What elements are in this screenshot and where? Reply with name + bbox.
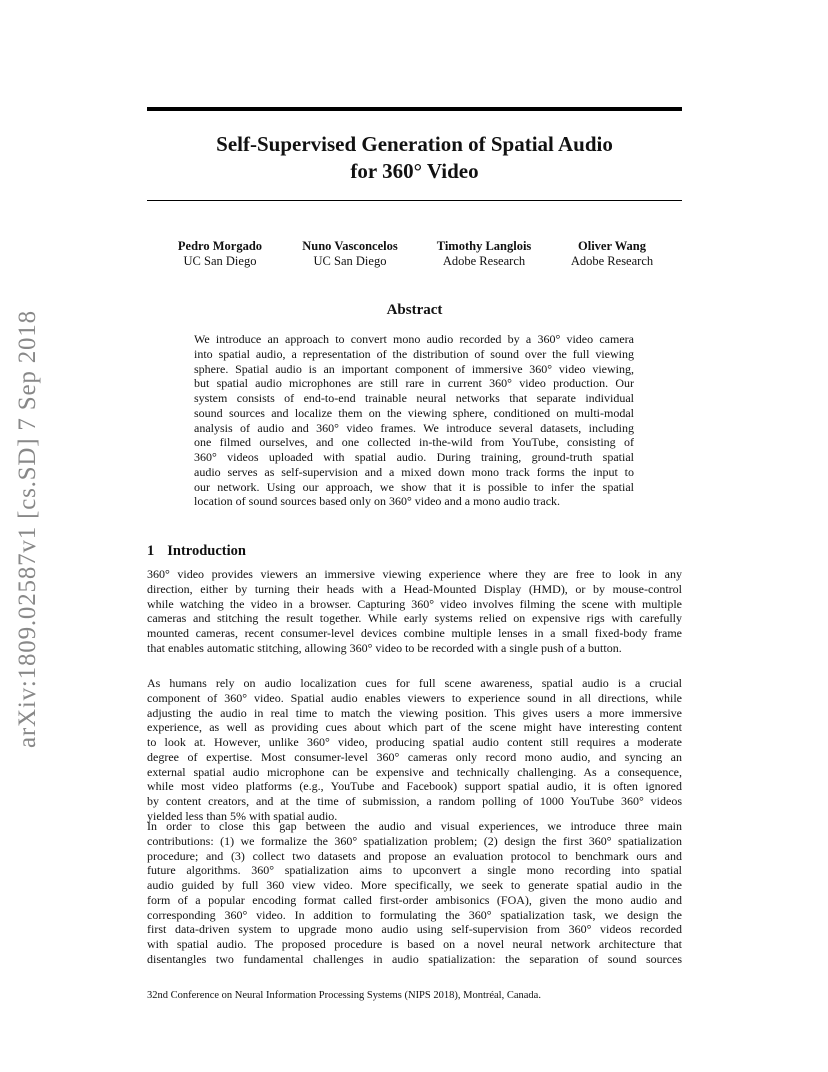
paragraph-line: In order to close this gap between the audio and visual experiences, we introduce three main <box>147 819 682 833</box>
paragraph-line: external spatial audio microphone can be expensive and technically challenging. As a consequence, <box>147 764 682 779</box>
intro-paragraph-3 <box>147 819 682 967</box>
author-affiliation: UC San Diego <box>313 254 387 268</box>
paragraph-line: mounted cameras, recent consumer-level devices combine multiple lenses in a small fixed-body frame <box>147 626 682 640</box>
section-number: 1 <box>147 543 155 559</box>
abstract-line: but spatial audio microphones are still rare in current 360° video production. Our <box>194 376 634 391</box>
author-1 <box>160 239 280 269</box>
author-4 <box>552 239 672 269</box>
paragraph-line: cameras and stitching the result together. While early systems relied on expensive rigs with carefully <box>147 611 682 626</box>
paragraph-line: future algorithms. 360° spatialization aims to upconvert a single mono recording into spatial <box>147 863 682 878</box>
title-top-rule <box>147 107 682 111</box>
paragraph-line: component of 360° video. Spatial audio enables viewers to experience sound in all directions, while <box>147 690 682 705</box>
abstract-line: We introduce an approach to convert mono audio recorded by a 360° video camera <box>194 332 634 346</box>
paragraph-line: procedure; and (3) collect two datasets and propose an evaluation protocol to benchmark ours and <box>147 848 682 863</box>
paragraph-line: experience, as well as providing cues about which part of the scene might have interesting content <box>147 720 682 735</box>
paragraph-line: degree of expertise. Most consumer-level 360° cameras only record mono audio, and syncing an <box>147 749 682 764</box>
section-heading <box>147 543 246 560</box>
abstract-line: sound sources and localize them on the viewing sphere, conditioned on multi-modal <box>194 405 634 420</box>
paragraph-line: adjusting the audio in real time to match the viewing position. This gives users a more immersive <box>147 705 682 720</box>
paragraph-line: first data-driven system to upgrade mono audio using self-supervision from 360° videos recorded <box>147 922 682 937</box>
abstract-line: system consists of end-to-end trainable neural networks that separate individual <box>194 391 634 405</box>
abstract-line: audio serves as self-supervision and a mixed down mono track forms the input to <box>194 464 634 479</box>
paragraph-line: with spatial audio. The proposed procedure is based on a novel neural network architecture that <box>147 937 682 951</box>
abstract-line: our network. Using our approach, we show that it is possible to infer the spatial <box>194 479 634 494</box>
author-affiliation: UC San Diego <box>183 254 257 268</box>
paragraph-line: to look at. However, unlike 360° video, producing spatial audio content still requires a moderate <box>147 735 682 749</box>
author-name: Pedro Morgado <box>177 239 263 253</box>
author-3 <box>424 239 544 269</box>
title-line-1: Self-Supervised Generation of Spatial Audio <box>216 132 613 156</box>
title-bottom-rule <box>147 200 682 201</box>
paragraph-line: contributions: (1) we formalize the 360° spatialization problem; (2) design the first 360° spatialization <box>147 833 682 848</box>
abstract-line: location of sound sources based only on 360° video and a mono audio track. <box>194 494 561 509</box>
abstract-line: sphere. Spatial audio is an important component of immersive 360° video viewing, <box>194 361 634 376</box>
paragraph-line: yielded less than 5% with spatial audio. <box>147 808 338 823</box>
section-title: Introduction <box>167 543 246 559</box>
author-affiliation: Adobe Research <box>442 254 526 268</box>
paragraph-line: 360° video provides viewers an immersive viewing experience where they are free to look in any <box>147 567 682 581</box>
abstract-line: analysis of audio and 360° video frames. We introduce several datasets, including <box>194 420 634 435</box>
author-name: Timothy Langlois <box>436 239 532 253</box>
abstract-line: one filmed ourselves, and one collected in-the-wild from YouTube, consisting of <box>194 435 634 450</box>
author-affiliation: Adobe Research <box>570 254 654 268</box>
author-name: Oliver Wang <box>578 239 646 253</box>
paragraph-line: As humans rely on audio localization cues for full scene awareness, spatial audio is a crucial <box>147 676 682 690</box>
paragraph-line: disentangles two fundamental challenges in audio spatialization: the separation of sound sources <box>147 951 682 966</box>
paragraph-line: while most video platforms (e.g., YouTube and Facebook) support spatial audio, it is often ignored <box>147 779 682 794</box>
paragraph-line: direction, either by turning their heads with a Head-Mounted Display (HMD), or by mouse-control <box>147 581 682 596</box>
paragraph-line: while watching the video in a browser. Capturing 360° video involves filming the scene with multiple <box>147 596 682 611</box>
author-list <box>160 239 670 275</box>
title-line-2: for 360° Video <box>350 159 479 183</box>
paragraph-line: by content creators, and at the time of submission, a random polling of 1000 YouTube 360° videos <box>147 794 682 808</box>
paper-title <box>147 131 682 185</box>
abstract-line: into spatial audio, a representation of the distribution of sound over the full viewing <box>194 346 634 361</box>
abstract-heading: Abstract <box>386 302 443 318</box>
paragraph-line: corresponding 360° video. In addition to formulating the 360° spatialization task, we design the <box>147 907 682 922</box>
paragraph-line: that enables automatic stitching, allowing 360° video to be recorded with a single push of a button. <box>147 640 622 655</box>
abstract-line: 360° videos uploaded with spatial audio. During training, ground-truth spatial <box>194 450 634 464</box>
author-name: Nuno Vasconcelos <box>302 239 398 253</box>
intro-paragraph-1 <box>147 567 682 656</box>
paragraph-line: form of a popular encoding format called first-order ambisonics (FOA), given the mono audio and <box>147 892 682 907</box>
abstract-body <box>194 332 634 509</box>
conference-footnote: 32nd Conference on Neural Information Processing Systems (NIPS 2018), Montréal, Canada. <box>147 990 541 1001</box>
intro-paragraph-2 <box>147 676 682 824</box>
paragraph-line: audio guided by full 360 view video. More specifically, we seek to generate spatial audio in the <box>147 878 682 892</box>
arxiv-stamp: arXiv:1809.02587v1 [cs.SD] 7 Sep 2018 <box>14 310 41 748</box>
author-2 <box>290 239 410 269</box>
